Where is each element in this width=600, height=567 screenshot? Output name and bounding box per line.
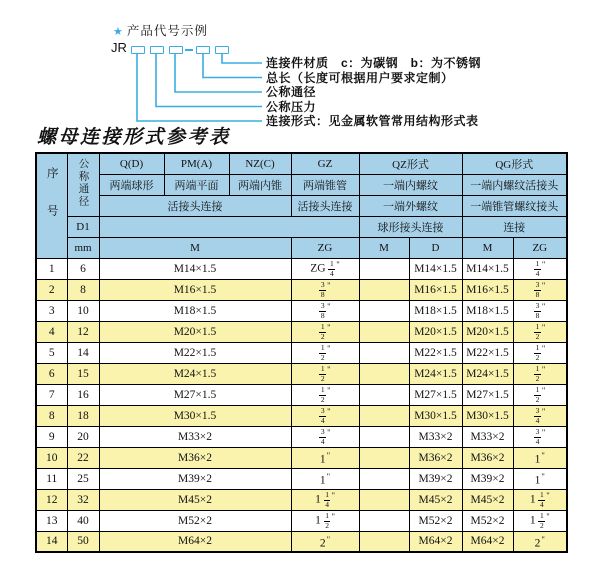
cell-m: M52×2 [99,510,291,531]
cell-no: 9 [36,426,67,447]
header-zg2: ZG [513,237,567,258]
cell-qg_m: M20×1.5 [462,321,513,342]
cell-dn: 22 [67,447,99,468]
header-d1: D1 [67,216,99,237]
cell-m: M24×1.5 [99,363,291,384]
table-title: 螺母连接形式参考表 [37,127,231,148]
cell-gz: 1 $\frac{1}{4}$ " [291,489,359,510]
table-row [36,321,567,342]
cell-dn: 20 [67,426,99,447]
cell-m: M36×2 [99,447,291,468]
cell-qz_d: M14×1.5 [409,258,462,279]
cell-gz: ZG $\frac{1}{4}$ " [291,258,359,279]
cell-qz_m [359,531,409,552]
cell-qg_m: M64×2 [462,531,513,552]
cell-qg_m: M18×1.5 [462,300,513,321]
cell-dn: 32 [67,489,99,510]
cell-qz_m [359,300,409,321]
cell-qz_d: M30×1.5 [409,405,462,426]
cell-gz: $\frac{3}{4}$ " [291,426,359,447]
cell-gz: $\frac{1}{2}$ " [291,384,359,405]
header-qg-desc3: 连接 [462,216,567,237]
header-pm-desc: 两端平面 [164,174,229,195]
cell-dn: 18 [67,405,99,426]
header-qd: Q(D) [99,153,164,174]
cell-gz: $\frac{3}{8}$ " [291,279,359,300]
cell-qz_d: M33×2 [409,426,462,447]
cell-qg_m: M22×1.5 [462,342,513,363]
header-pm: PM(A) [164,153,229,174]
table-row [36,258,567,279]
star-icon: ★ [113,26,124,38]
cell-dn: 15 [67,363,99,384]
cell-qz_d: M20×1.5 [409,321,462,342]
header-dn: 公称通径 [67,153,99,216]
cell-gz: 1" [291,468,359,489]
header-qg: QG形式 [462,153,567,174]
cell-qg_m: M30×1.5 [462,405,513,426]
table-row [36,279,567,300]
cell-qg_zg: 1 $\frac{1}{2}$ " [513,510,567,531]
header-m1: M [99,237,291,258]
cell-qz_m [359,342,409,363]
cell-qg_m: M16×1.5 [462,279,513,300]
cell-dn: 14 [67,342,99,363]
cell-qz_m [359,321,409,342]
cell-dn: 50 [67,531,99,552]
cell-qz_m [359,426,409,447]
cell-qg_m: M45×2 [462,489,513,510]
cell-qz_d: M18×1.5 [409,300,462,321]
label-material: 连接件材质 c：为碳钢 b：为不锈钢 [266,56,482,70]
cell-m: M20×1.5 [99,321,291,342]
cell-m: M16×1.5 [99,279,291,300]
cell-qz_m [359,363,409,384]
cell-no: 10 [36,447,67,468]
cell-qg_zg: $\frac{1}{2}$ " [513,363,567,384]
label-connection-form: 连接形式：见金属软管常用结构形式表 [266,114,479,128]
cell-qg_zg: $\frac{3}{8}$ " [513,300,567,321]
cell-qz_m [359,405,409,426]
cell-gz: $\frac{3}{4}$ " [291,405,359,426]
cell-dn: 8 [67,279,99,300]
table-row [36,300,567,321]
cell-m: M30×1.5 [99,405,291,426]
cell-gz: $\frac{1}{2}$ " [291,363,359,384]
cell-no: 13 [36,510,67,531]
cell-qg_zg: $\frac{1}{2}$ " [513,321,567,342]
cell-qg_zg: $\frac{3}{4}$ " [513,426,567,447]
cell-no: 11 [36,468,67,489]
header-m3: M [462,237,513,258]
cell-dn: 16 [67,384,99,405]
cell-qz_d: M39×2 [409,468,462,489]
cell-m: M39×2 [99,468,291,489]
header-qd-desc: 两端球形 [99,174,164,195]
header-qz: QZ形式 [359,153,462,174]
header-d: D [409,237,462,258]
header-blank [99,216,359,237]
cell-qg_zg: 1 $\frac{1}{4}$ " [513,489,567,510]
cell-qz_d: M27×1.5 [409,384,462,405]
table-row [36,489,567,510]
cell-qg_zg: $\frac{1}{2}$ " [513,342,567,363]
cell-no: 5 [36,342,67,363]
table-row [36,531,567,552]
cell-qz_d: M45×2 [409,489,462,510]
cell-qz_d: M22×1.5 [409,342,462,363]
cell-no: 14 [36,531,67,552]
label-nominal-diameter: 公称通径 [266,85,317,99]
cell-dn: 12 [67,321,99,342]
cell-qz_d: M16×1.5 [409,279,462,300]
cell-gz: $\frac{1}{2}$ " [291,321,359,342]
cell-qg_zg: $\frac{1}{4}$ " [513,258,567,279]
header-qg-desc1: 一端内螺纹活接头 [462,174,567,195]
table-row [36,363,567,384]
cell-no: 12 [36,489,67,510]
cell-m: M14×1.5 [99,258,291,279]
cell-m: M33×2 [99,426,291,447]
cell-gz: 1 $\frac{1}{2}$ " [291,510,359,531]
header-seq: 序号 [36,153,67,258]
cell-qg_m: M33×2 [462,426,513,447]
code-prefix: JR [111,40,127,55]
table-row [36,384,567,405]
cell-qz_d: M64×2 [409,531,462,552]
cell-m: M64×2 [99,531,291,552]
table-row [36,468,567,489]
cell-qz_m [359,510,409,531]
cell-no: 4 [36,321,67,342]
cell-qz_d: M24×1.5 [409,363,462,384]
cell-qz_d: M36×2 [409,447,462,468]
header-gz: GZ [291,153,359,174]
header-nz-desc: 两端内锥 [229,174,291,195]
cell-qg_m: M27×1.5 [462,384,513,405]
table-row [36,405,567,426]
header-qz-desc3: 球形接头连接 [359,216,462,237]
header-m2: M [359,237,409,258]
table-row [36,342,567,363]
table-row [36,447,567,468]
cell-qg_m: M36×2 [462,447,513,468]
header-nz: NZ(C) [229,153,291,174]
header-zg1: ZG [291,237,359,258]
cell-no: 1 [36,258,67,279]
cell-no: 3 [36,300,67,321]
cell-qg_m: M24×1.5 [462,363,513,384]
cell-qz_m [359,258,409,279]
cell-gz: 2" [291,531,359,552]
cell-qz_m [359,468,409,489]
header-mm: mm [67,237,99,258]
cell-qg_zg: $\frac{1}{2}$ " [513,384,567,405]
table-body [36,258,567,552]
label-total-length: 总长（长度可根据用户要求定制） [266,71,454,85]
reference-table [35,152,568,553]
cell-qg_zg: 1" [513,447,567,468]
cell-m: M27×1.5 [99,384,291,405]
table-row [36,510,567,531]
cell-dn: 6 [67,258,99,279]
cell-qg_m: M39×2 [462,468,513,489]
cell-qg_m: M14×1.5 [462,258,513,279]
table-row [36,426,567,447]
cell-qz_m [359,384,409,405]
header-union: 活接头连接 [99,195,291,216]
cell-qz_d: M52×2 [409,510,462,531]
header-qz-desc2: 一端外螺纹 [359,195,462,216]
cell-qg_zg: $\frac{3}{8}$ " [513,279,567,300]
cell-gz: $\frac{3}{8}$ " [291,300,359,321]
diagram-title-text: 产品代号示例 [126,24,208,38]
header-gz-union: 活接头连接 [291,195,359,216]
header-qg-desc2: 一端锥管螺纹接头 [462,195,567,216]
label-nominal-pressure: 公称压力 [266,100,317,114]
cell-no: 2 [36,279,67,300]
header-gz-desc: 两端锥管 [291,174,359,195]
cell-no: 8 [36,405,67,426]
cell-m: M45×2 [99,489,291,510]
cell-no: 6 [36,363,67,384]
header-qz-desc1: 一端内螺纹 [359,174,462,195]
cell-qz_m [359,489,409,510]
cell-m: M22×1.5 [99,342,291,363]
cell-gz: $\frac{1}{2}$ " [291,342,359,363]
cell-qz_m [359,447,409,468]
cell-no: 7 [36,384,67,405]
cell-qg_zg: 2" [513,531,567,552]
cell-dn: 25 [67,468,99,489]
table-header [36,153,567,258]
cell-m: M18×1.5 [99,300,291,321]
cell-dn: 10 [67,300,99,321]
cell-qg_zg: 1" [513,468,567,489]
cell-dn: 40 [67,510,99,531]
cell-qg_m: M52×2 [462,510,513,531]
cell-qz_m [359,279,409,300]
cell-gz: 1" [291,447,359,468]
cell-qg_zg: $\frac{3}{4}$ " [513,405,567,426]
